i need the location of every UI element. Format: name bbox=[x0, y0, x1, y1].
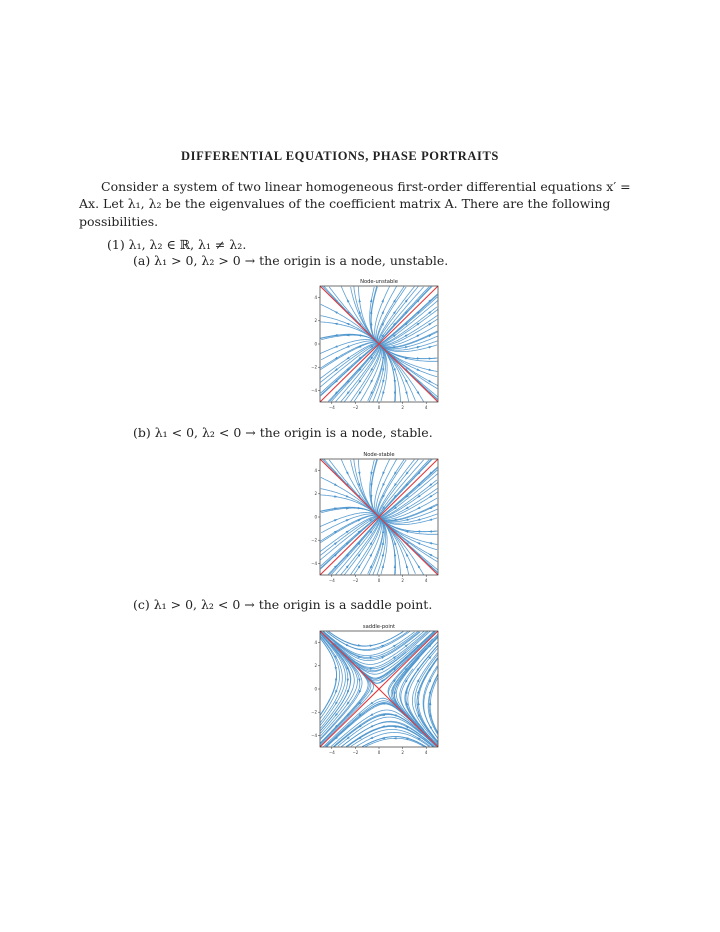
streamline-arrow bbox=[428, 518, 432, 520]
y-tick-label: −4 bbox=[311, 732, 317, 738]
streamline-arrow bbox=[370, 380, 373, 384]
x-tick-label: 4 bbox=[424, 750, 428, 755]
streamline-arrow bbox=[335, 702, 338, 706]
streamline-arrow bbox=[417, 368, 421, 371]
intro-line-1: Consider a system of two linear homogeneous first-order differential equations x′ = bbox=[101, 179, 631, 194]
streamline-arrow bbox=[406, 553, 409, 557]
streamline-arrow bbox=[381, 656, 385, 659]
chart-title: Node-unstable bbox=[360, 279, 398, 285]
streamline-arrow bbox=[429, 369, 433, 371]
streamline-arrow bbox=[347, 299, 350, 303]
streamline-arrow bbox=[429, 690, 431, 694]
streamline-arrow bbox=[358, 565, 361, 569]
streamline-arrow bbox=[382, 472, 384, 476]
streamline-arrow bbox=[381, 310, 384, 314]
streamline-arrow bbox=[346, 345, 350, 347]
x-tick-label: −4 bbox=[328, 405, 335, 410]
intro-line-3: possibilities. bbox=[79, 213, 159, 229]
streamline-arrow bbox=[382, 564, 384, 568]
streamline-arrow bbox=[334, 519, 338, 521]
y-tick-label: 0 bbox=[314, 514, 317, 520]
y-tick-label: −2 bbox=[311, 537, 317, 543]
streamline-arrow bbox=[359, 310, 361, 314]
streamline-arrow bbox=[394, 541, 396, 545]
x-tick-label: 0 bbox=[377, 750, 381, 755]
page-title: DIFFERENTIAL EQUATIONS, PHASE PORTRAITS bbox=[181, 149, 499, 163]
y-tick-label: −4 bbox=[311, 560, 317, 566]
x-tick-label: 0 bbox=[377, 578, 381, 583]
streamline-arrow bbox=[382, 391, 384, 395]
item-c-label: (c) λ₁ > 0, λ₂ < 0 → the origin is a saddle point. bbox=[133, 597, 433, 612]
figure-node-unstable bbox=[306, 274, 444, 416]
streamline-arrow bbox=[405, 346, 409, 348]
x-tick-label: −4 bbox=[328, 578, 335, 583]
streamline-arrow bbox=[405, 380, 408, 384]
streamline-arrow bbox=[406, 564, 408, 568]
streamline-arrow bbox=[370, 713, 374, 716]
streamline-arrow bbox=[417, 679, 420, 683]
figure-node-stable bbox=[306, 447, 444, 589]
x-tick-label: −2 bbox=[352, 578, 359, 583]
streamline-arrow bbox=[417, 346, 421, 348]
x-tick-label: 4 bbox=[424, 578, 428, 583]
x-tick-label: 0 bbox=[377, 405, 381, 410]
streamline-arrow bbox=[346, 472, 349, 476]
streamline-arrow bbox=[393, 737, 397, 739]
streamline bbox=[378, 460, 414, 518]
streamline-arrow bbox=[347, 679, 349, 683]
streamline-arrow bbox=[405, 531, 409, 533]
y-tick-label: 4 bbox=[314, 640, 317, 645]
streamline-arrow bbox=[370, 564, 373, 568]
streamline-arrow bbox=[359, 690, 362, 694]
streamline-arrow bbox=[417, 334, 421, 337]
chart-title: saddle-point bbox=[362, 624, 396, 630]
streamline-arrow bbox=[335, 690, 337, 694]
streamline-arrow bbox=[405, 391, 407, 395]
streamline-arrow bbox=[382, 553, 384, 557]
streamline-arrow bbox=[369, 541, 372, 545]
chart-title: Node-stable bbox=[363, 452, 395, 458]
plot-saddle-point bbox=[306, 619, 444, 757]
streamline-arrow bbox=[381, 299, 383, 303]
item-b-label: (b) λ₁ < 0, λ₂ < 0 → the origin is a node, stable. bbox=[133, 425, 433, 440]
y-tick-label: 2 bbox=[314, 318, 317, 324]
x-tick-label: −2 bbox=[352, 405, 359, 410]
streamline-arrow bbox=[334, 483, 338, 486]
x-tick-label: 2 bbox=[401, 578, 404, 583]
intro-line-2: Ax. Let λ₁, λ₂ be the eigenvalues of the coefficient matrix A. There are the following bbox=[79, 196, 611, 212]
streamline-arrow bbox=[370, 737, 374, 740]
streamline-arrow bbox=[429, 554, 433, 557]
y-tick-label: 4 bbox=[314, 468, 317, 473]
streamline-arrow bbox=[429, 495, 433, 498]
streamline-arrow bbox=[428, 530, 432, 532]
streamline bbox=[430, 678, 438, 733]
streamline-arrow bbox=[428, 323, 432, 326]
y-tick-label: 2 bbox=[314, 663, 317, 669]
streamline-arrow bbox=[370, 690, 373, 694]
plot-node-unstable bbox=[306, 274, 444, 412]
y-tick-label: −2 bbox=[311, 709, 317, 715]
y-tick-label: −2 bbox=[311, 364, 317, 370]
streamline-arrow bbox=[417, 506, 421, 509]
item-a-label: (a) λ₁ > 0, λ₂ > 0 → the origin is a node, unstable. bbox=[133, 253, 449, 268]
streamline-arrow bbox=[370, 553, 373, 557]
y-tick-label: −4 bbox=[311, 387, 317, 393]
streamlines bbox=[320, 286, 438, 402]
x-tick-label: −4 bbox=[328, 750, 335, 755]
streamline-arrow bbox=[381, 668, 385, 671]
streamline-arrow bbox=[346, 323, 350, 325]
streamlines bbox=[320, 631, 438, 747]
streamline-arrow bbox=[346, 495, 350, 497]
figure-saddle-point bbox=[306, 619, 444, 761]
streamline-arrow bbox=[429, 357, 433, 359]
intro-paragraph bbox=[79, 178, 631, 230]
streamline-arrow bbox=[417, 565, 420, 569]
streamline-arrow bbox=[334, 311, 338, 314]
x-tick-label: −2 bbox=[352, 750, 359, 755]
streamline bbox=[365, 738, 424, 747]
x-tick-label: 2 bbox=[401, 405, 404, 410]
streamline-arrow bbox=[417, 391, 420, 395]
y-tick-label: 0 bbox=[314, 341, 317, 347]
streamline-arrow bbox=[405, 518, 409, 520]
streamline-arrow bbox=[417, 518, 421, 520]
x-tick-label: 4 bbox=[424, 405, 428, 410]
streamline-arrow bbox=[405, 506, 409, 509]
y-tick-label: 0 bbox=[314, 686, 317, 692]
streamline-arrow bbox=[358, 519, 362, 522]
streamline-arrow bbox=[382, 380, 384, 384]
streamline-arrow bbox=[428, 380, 432, 383]
y-tick-label: 4 bbox=[314, 295, 317, 300]
y-tick-label: 2 bbox=[314, 491, 317, 497]
streamline-arrow bbox=[417, 542, 421, 545]
streamline-arrow bbox=[334, 345, 338, 347]
plot-node-stable bbox=[306, 447, 444, 585]
streamline-arrow bbox=[428, 346, 432, 348]
streamline-arrow bbox=[346, 519, 350, 521]
streamlines bbox=[320, 459, 438, 575]
streamline-arrow bbox=[393, 714, 397, 716]
streamline-arrow bbox=[382, 483, 385, 487]
streamline-arrow bbox=[417, 702, 419, 706]
case-1-label: (1) λ₁, λ₂ ∈ ℝ, λ₁ ≠ λ₂. bbox=[107, 237, 247, 252]
x-tick-label: 2 bbox=[401, 750, 404, 755]
streamline-arrow bbox=[428, 542, 432, 544]
